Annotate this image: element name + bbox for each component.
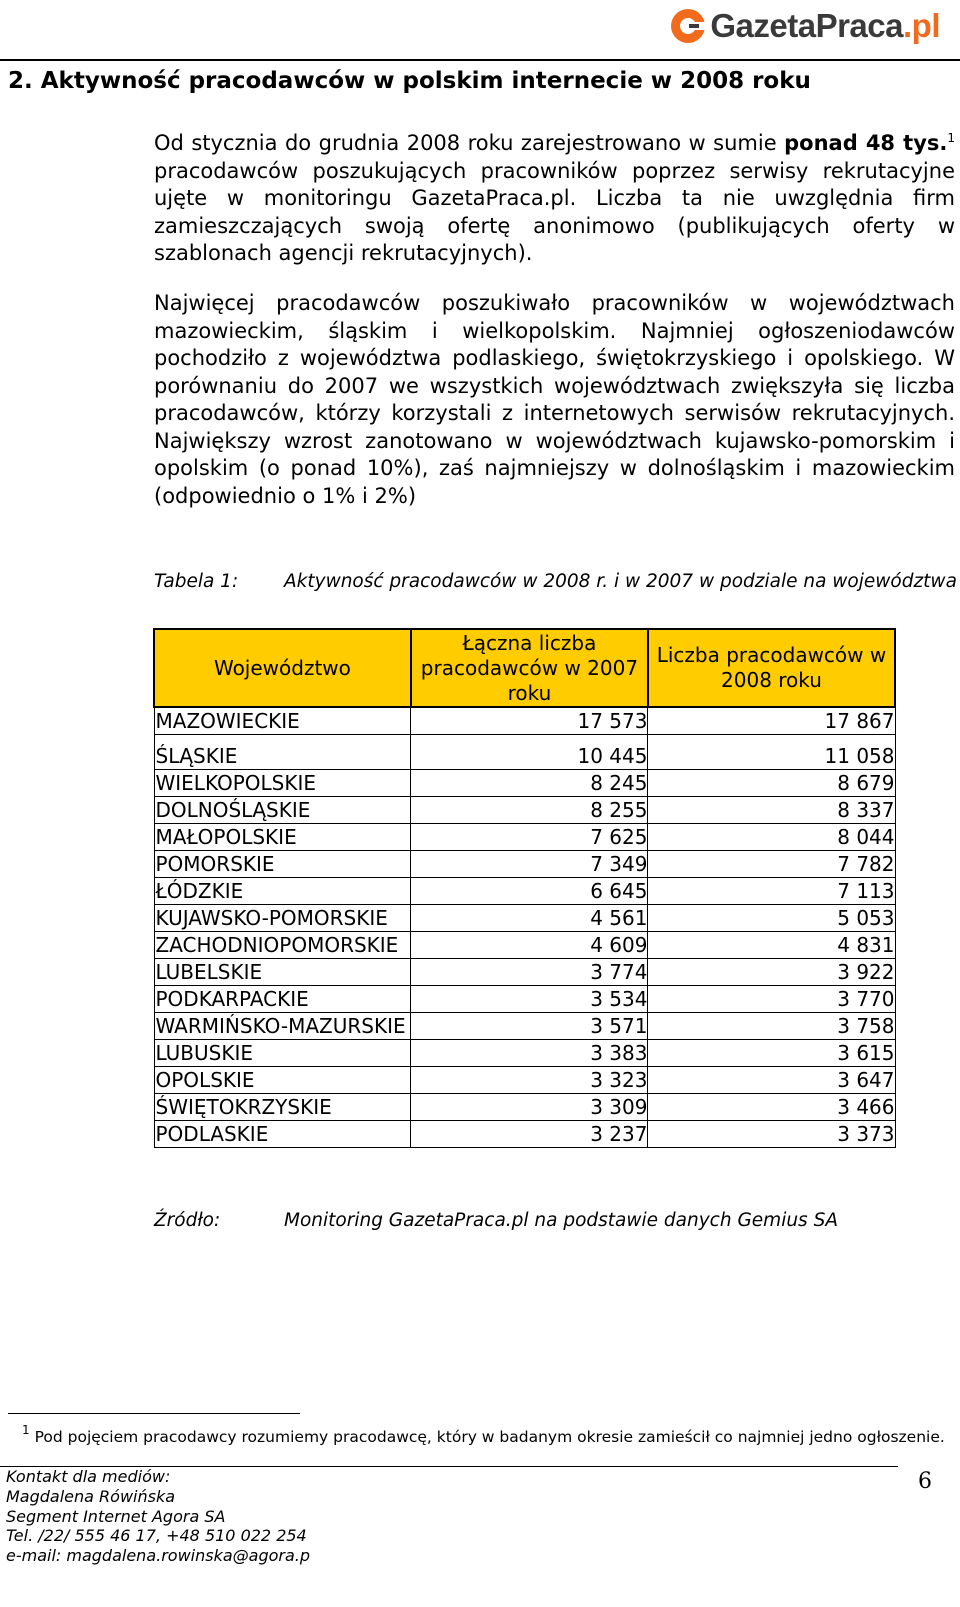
footnote-reference: 1 xyxy=(947,131,955,145)
bold-highlight: ponad 48 tys. xyxy=(784,131,948,155)
source-text: Monitoring GazetaPraca.pl na podstawie danych Gemius SA xyxy=(284,1210,838,1231)
table-cell-number: 4 561 xyxy=(411,905,648,932)
table-cell-number: 17 867 xyxy=(648,707,895,735)
table-row xyxy=(154,905,895,932)
table-row xyxy=(154,735,895,770)
gazetapraca-logo-icon xyxy=(668,6,708,46)
table-row xyxy=(154,707,895,735)
table-cell-number: 3 758 xyxy=(648,1013,895,1040)
table-cell-number: 17 573 xyxy=(411,707,648,735)
table-cell-region: PODKARPACKIE xyxy=(154,986,411,1013)
table-cell-region: WARMIŃSKO-MAZURSKIE xyxy=(154,1013,411,1040)
header-rule xyxy=(0,59,960,61)
table-row xyxy=(154,932,895,959)
table-cell-number: 3 647 xyxy=(648,1067,895,1094)
table-cell-region: OPOLSKIE xyxy=(154,1067,411,1094)
table-cell-region: DOLNOŚLĄSKIE xyxy=(154,797,411,824)
table-row xyxy=(154,1094,895,1121)
table-cell-number: 8 255 xyxy=(411,797,648,824)
table-cell-number: 5 053 xyxy=(648,905,895,932)
table-cell-number: 8 044 xyxy=(648,824,895,851)
gazetapraca-logo xyxy=(668,4,940,48)
table-row xyxy=(154,1040,895,1067)
employers-table xyxy=(153,628,896,1148)
table-cell-region: LUBUSKIE xyxy=(154,1040,411,1067)
source-label: Źródło: xyxy=(154,1210,221,1231)
contact-heading: Kontakt dla mediów: xyxy=(6,1467,171,1486)
page-number: 6 xyxy=(918,1469,932,1494)
table-cell-region: MAŁOPOLSKIE xyxy=(154,824,411,851)
table-cell-number: 7 625 xyxy=(411,824,648,851)
table-cell-number: 3 571 xyxy=(411,1013,648,1040)
table-cell-number: 3 309 xyxy=(411,1094,648,1121)
table-caption-text: Aktywność pracodawców w 2008 r. i w 2007 w podziale na województwa xyxy=(284,571,957,592)
table-cell-number: 4 831 xyxy=(648,932,895,959)
table-cell-number: 4 609 xyxy=(411,932,648,959)
contact-email[interactable]: e-mail: magdalena.rowinska@agora.p xyxy=(6,1546,311,1566)
table-cell-region: ZACHODNIOPOMORSKIE xyxy=(154,932,411,959)
media-contact xyxy=(6,1467,310,1566)
table-row xyxy=(154,851,895,878)
table-caption-label: Tabela 1: xyxy=(154,571,239,592)
footnote-marker: 1 xyxy=(22,1423,30,1437)
section-title: 2. Aktywność pracodawców w polskim internecie w 2008 roku xyxy=(8,68,811,94)
table-cell-region: POMORSKIE xyxy=(154,851,411,878)
contact-company: Segment Internet Agora SA xyxy=(6,1506,226,1526)
table-cell-region: WIELKOPOLSKIE xyxy=(154,770,411,797)
table-cell-region: PODLASKIE xyxy=(154,1121,411,1148)
table-row xyxy=(154,824,895,851)
table-row xyxy=(154,1067,895,1094)
table-cell-number: 7 113 xyxy=(648,878,895,905)
analysis-paragraph: Najwięcej pracodawców poszukiwało pracowników w województwach mazowieckim, śląskim i wielkopolskim. Najmniej ogłoszeniodawców pochodziło z województwa podlaskiego, świętokrzyskiego i opolskiego. W porównaniu do 2007 we wszystkich województwach zwiększyła się liczba pracodawców, którzy korzystali z internetowych serwisów rekrutacyjnych. Największy wzrost zanotowano w województwach kujawsko-pomorskim i opolskim (o ponad 10%), zaś najmniejszy w dolnośląskim i mazowieckim (odpowiednio o 1% i 2%) xyxy=(154,291,955,508)
table-cell-number: 3 466 xyxy=(648,1094,895,1121)
contact-name: Magdalena Rówińska xyxy=(6,1486,176,1506)
table-row xyxy=(154,770,895,797)
table-cell-region: ŚWIĘTOKRZYSKIE xyxy=(154,1094,411,1121)
table-row xyxy=(154,1013,895,1040)
table-cell-number: 6 645 xyxy=(411,878,648,905)
footnote xyxy=(22,1423,955,1447)
column-header-2007: Łączna liczba pracodawców w 2007 roku xyxy=(411,629,648,707)
table-cell-number: 8 337 xyxy=(648,797,895,824)
table-cell-number: 7 349 xyxy=(411,851,648,878)
table-cell-number: 8 245 xyxy=(411,770,648,797)
table-row xyxy=(154,959,895,986)
contact-phone: Tel. /22/ 555 46 17, +48 510 022 254 xyxy=(6,1526,307,1546)
table-cell-number: 3 615 xyxy=(648,1040,895,1067)
table-cell-number: 3 323 xyxy=(411,1067,648,1094)
table-cell-number: 10 445 xyxy=(411,735,648,770)
table-cell-number: 3 770 xyxy=(648,986,895,1013)
intro-paragraph: Od stycznia do grudnia 2008 roku zarejestrowano w sumie ponad 48 tys.$^1$ pracodawców poszukujących pracowników poprzez serwisy rekrutacyjne ujęte w monitoringu GazetaPraca.pl. Liczba ta nie uwzględnia firm zamieszczających swoją ofertę anonimowo (publikujących oferty w szablonach agencji rekrutacyjnych). xyxy=(154,131,955,265)
table-cell-number: 3 237 xyxy=(411,1121,648,1148)
table-cell-region: MAZOWIECKIE xyxy=(154,707,411,735)
footnote-rule xyxy=(8,1413,300,1414)
table-cell-region: ŚLĄSKIE xyxy=(154,735,411,770)
table-cell-number: 11 058 xyxy=(648,735,895,770)
table-cell-number: 3 534 xyxy=(411,986,648,1013)
footnote-text: Pod pojęciem pracodawcy rozumiemy pracodawcę, który w badanym okresie zamieścił co najmniej jedno ogłoszenie. xyxy=(34,1428,945,1446)
table-cell-region: KUJAWSKO-POMORSKIE xyxy=(154,905,411,932)
table-cell-number: 3 373 xyxy=(648,1121,895,1148)
table-cell-number: 8 679 xyxy=(648,770,895,797)
table-cell-number: 3 922 xyxy=(648,959,895,986)
table-cell-number: 3 774 xyxy=(411,959,648,986)
table-cell-number: 7 782 xyxy=(648,851,895,878)
table-row xyxy=(154,797,895,824)
table-cell-region: ŁÓDZKIE xyxy=(154,878,411,905)
table-row xyxy=(154,986,895,1013)
table-row xyxy=(154,878,895,905)
column-header-region: Województwo xyxy=(154,629,411,707)
table-row xyxy=(154,1121,895,1148)
table-cell-number: 3 383 xyxy=(411,1040,648,1067)
column-header-2008: Liczba pracodawców w 2008 roku xyxy=(648,629,895,707)
table-cell-region: LUBELSKIE xyxy=(154,959,411,986)
logo-text: GazetaPraca.pl xyxy=(710,7,940,44)
